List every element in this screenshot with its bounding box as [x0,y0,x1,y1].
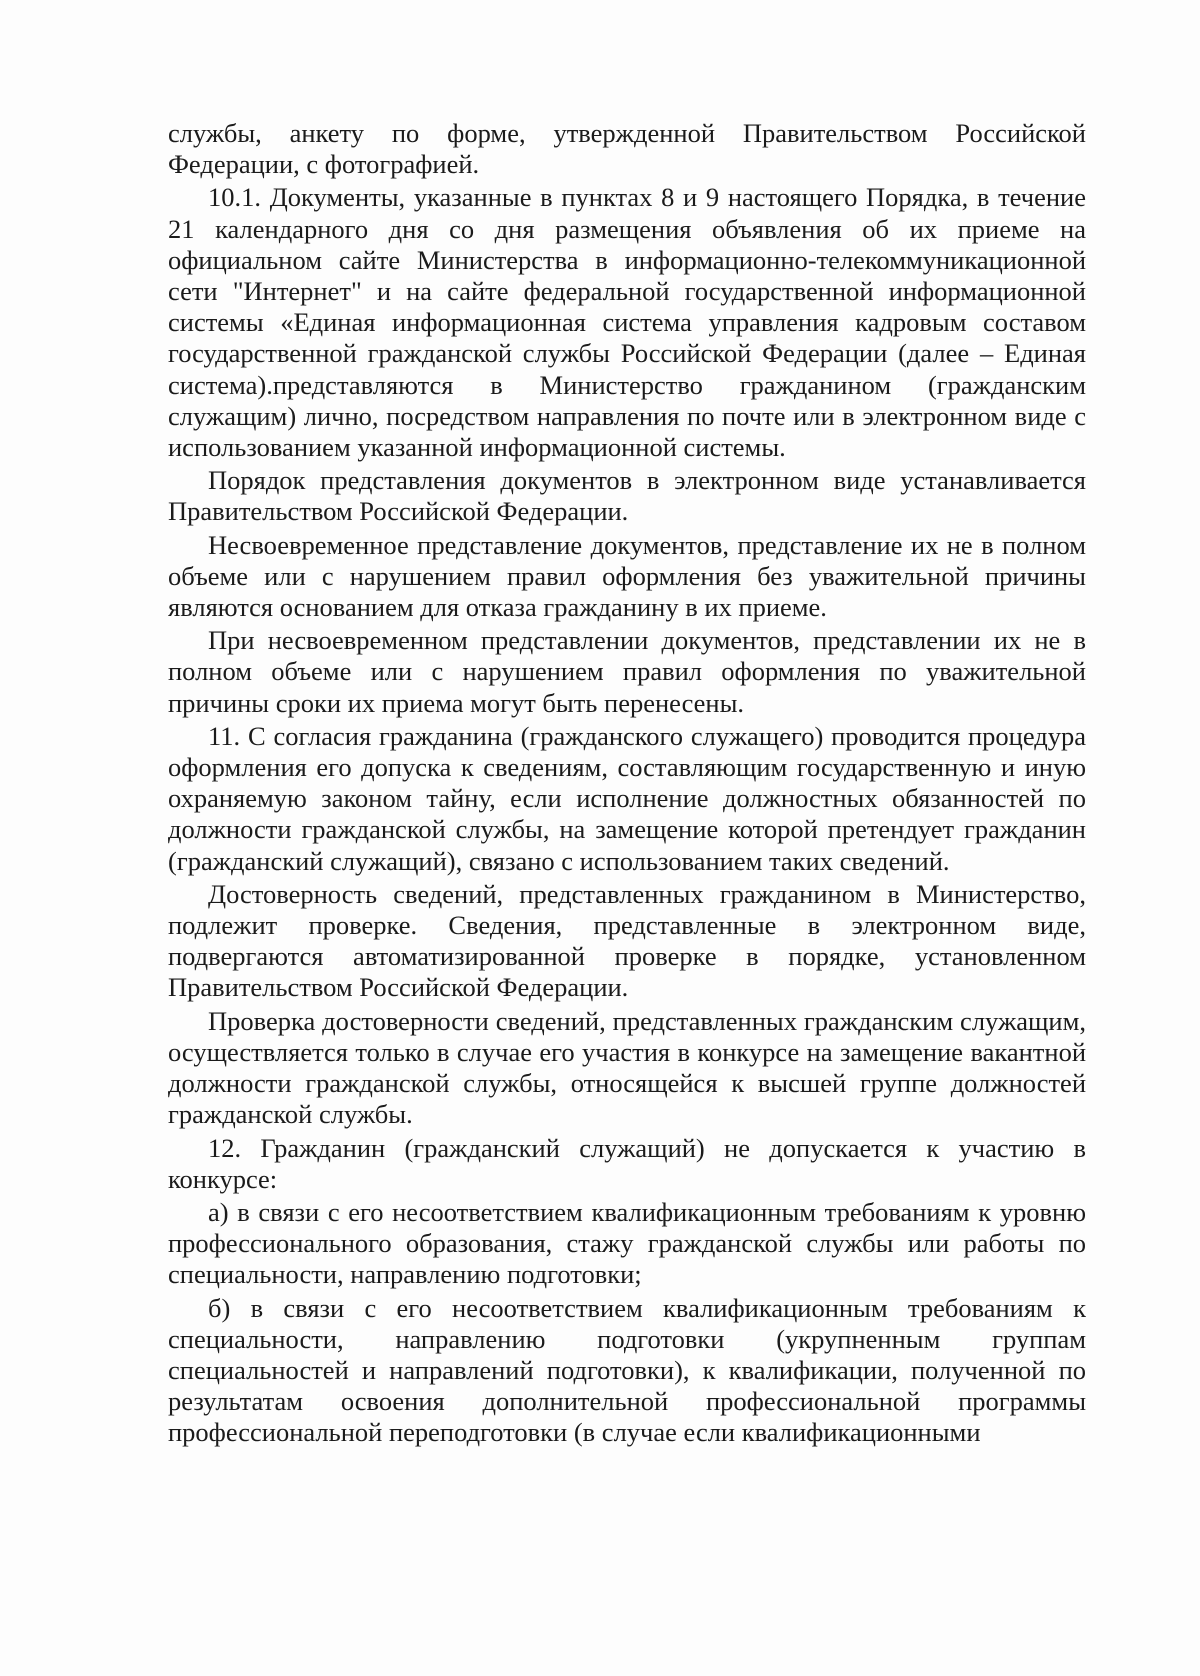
paragraph-continuation: службы, анкету по форме, утвержденной Правительством Российской Федерации, с фотографией. [168,118,1086,180]
document-body [168,118,1086,1451]
paragraph-reliability-check: Достоверность сведений, представленных гражданином в Министерство, подлежит проверке. Сведения, представленные в электронном виде, подвергаются автоматизированной проверке в порядке, установленном Правительством Российской Федерации. [168,878,1086,1003]
paragraph-untimely-submission: Несвоевременное представление документов, представление их не в полном объеме или с нарушением правил оформления без уважительной причины являются основанием для отказа гражданину в их приеме. [168,529,1086,623]
paragraph-12-b: б) в связи с его несоответствием квалификационным требованиям к специальности, направлению подготовки (укрупненным группам специальностей и направлений подготовки), к квалификации, полученной по результатам освоения дополнительной профессиональной программы профессиональной переподготовки (в случае если квалификационными [168,1292,1086,1448]
paragraph-12-a: а) в связи с его несоответствием квалификационным требованиям к уровню профессионального образования, стажу гражданской службы или работы по специальности, направлению подготовки; [168,1196,1086,1290]
paragraph-verification-scope: Проверка достоверности сведений, представленных гражданским служащим, осуществляется только в случае его участия в конкурсе на замещение вакантной должности гражданской службы, относящейся к высшей группе должностей гражданской службы. [168,1005,1086,1130]
paragraph-10-1: 10.1. Документы, указанные в пунктах 8 и 9 настоящего Порядка, в течение 21 календарного дня со дня размещения объявления об их приеме на официальном сайте Министерства в информационно-телекоммуникационной сети "Интернет" и на сайте федеральной государственной информационной системы «Единая информационная система управления кадровым составом государственной гражданской службы Российской Федерации (далее – Единая система).представляются в Министерство гражданином (гражданским служащим) лично, посредством направления по почте или в электронном виде с использованием указанной информационной системы. [168,182,1086,463]
paragraph-11: 11. С согласия гражданина (гражданского служащего) проводится процедура оформления его допуска к сведениям, составляющим государственную и иную охраняемую законом тайну, если исполнение должностных обязанностей по должности гражданской службы, на замещение которой претендует гражданин (гражданский служащий), связано с использованием таких сведений. [168,720,1086,876]
paragraph-electronic-order: Порядок представления документов в электронном виде устанавливается Правительством Российской Федерации. [168,465,1086,527]
paragraph-deadline-transfer: При несвоевременном представлении документов, представлении их не в полном объеме или с нарушением правил оформления по уважительной причины сроки их приема могут быть перенесены. [168,625,1086,718]
paragraph-12: 12. Гражданин (гражданский служащий) не допускается к участию в конкурсе: [168,1132,1086,1194]
